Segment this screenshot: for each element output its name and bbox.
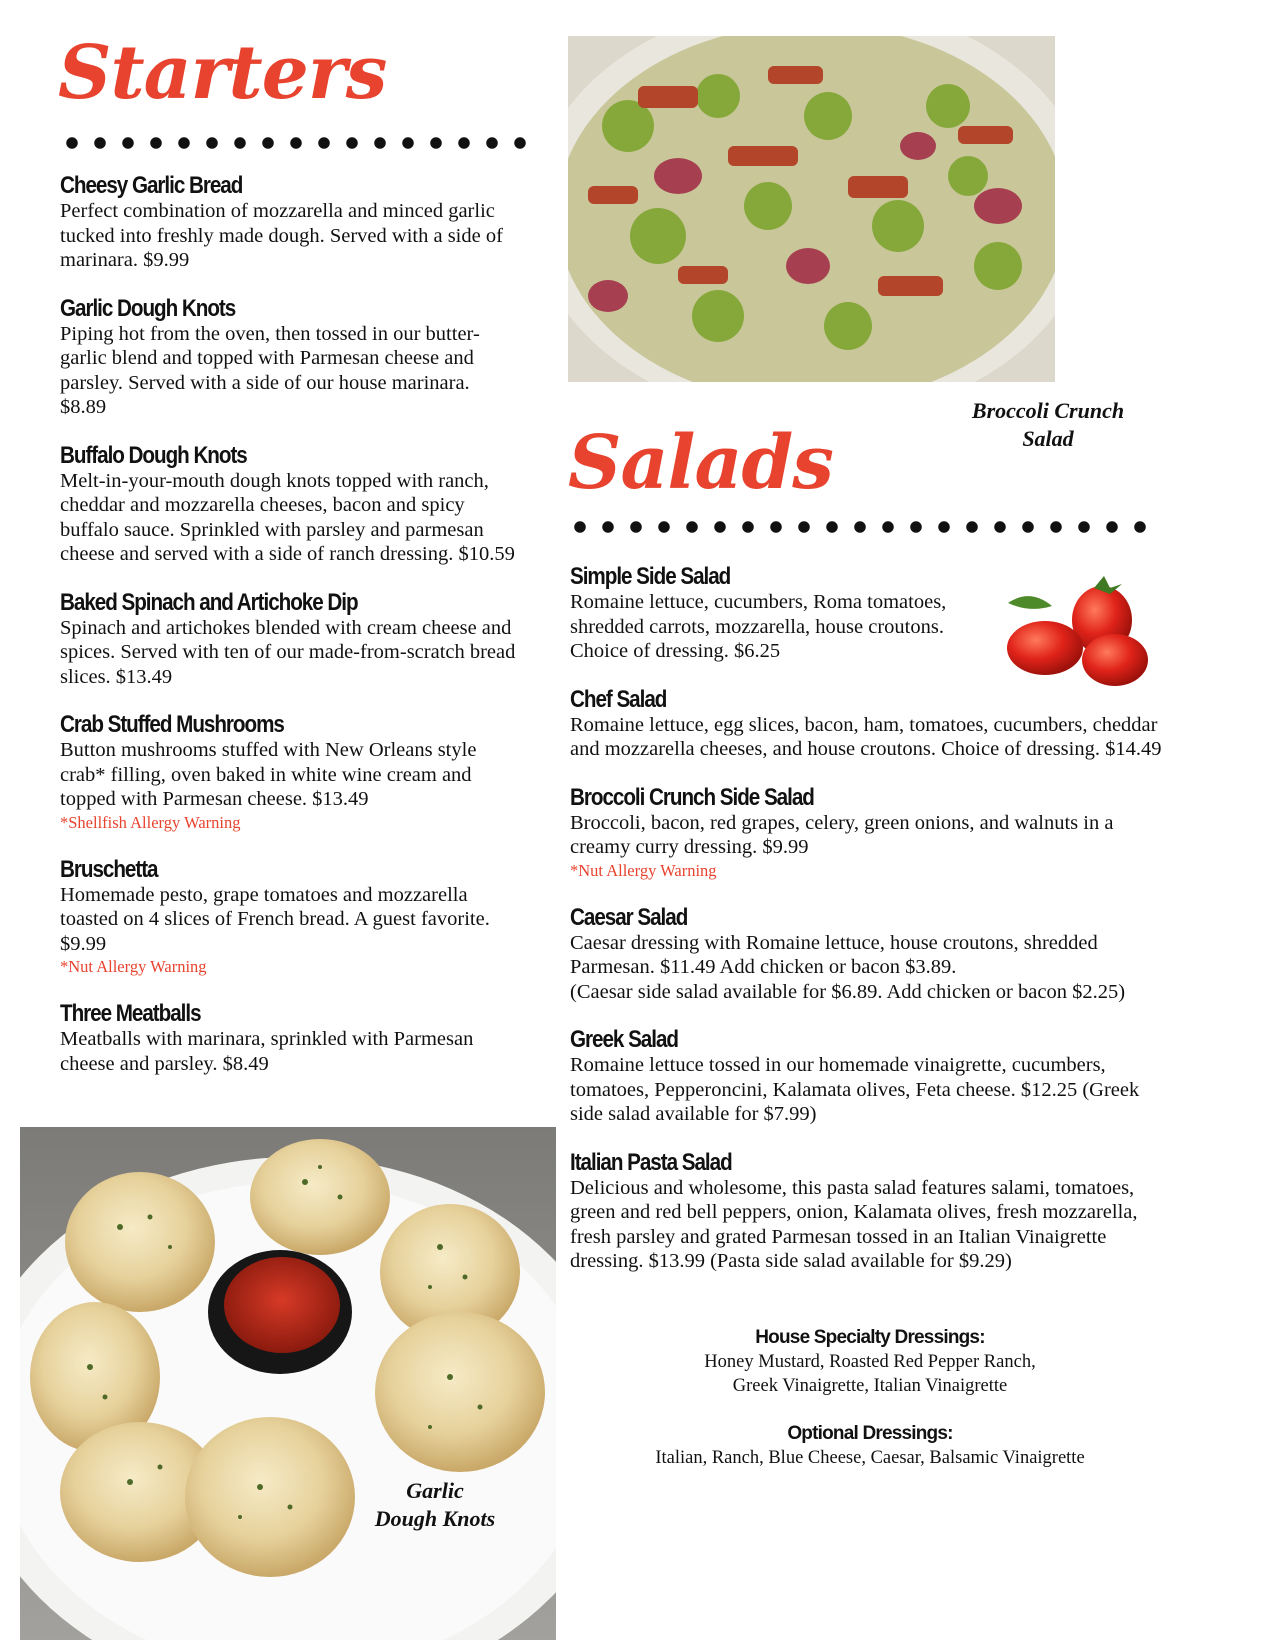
- salads-dot-divider: [566, 520, 1158, 534]
- optional-dressings-line: Italian, Ranch, Blue Cheese, Caesar, Balsamic Vinaigrette: [655, 1448, 1085, 1468]
- menu-item: [570, 1149, 1170, 1274]
- item-name: Three Meatballs: [60, 1000, 201, 1027]
- item-description: Caesar dressing with Romaine lettuce, house croutons, shredded Parmesan. $11.49 Add chicken or bacon $3.89.: [570, 931, 1098, 978]
- item-name: Italian Pasta Salad: [570, 1148, 732, 1176]
- caption-line: Salad: [1022, 426, 1074, 451]
- item-name: Simple Side Salad: [570, 563, 731, 590]
- item-description: Romaine lettuce, egg slices, bacon, ham, tomatoes, cucumbers, cheddar and mozzarella cheeses, and house croutons. Choice of dressing. $14.49: [570, 713, 1162, 760]
- item-name: Bruschetta: [60, 855, 158, 883]
- broccoli-salad-caption: [948, 397, 1148, 453]
- item-name: Broccoli Crunch Side Salad: [570, 783, 814, 811]
- caption-line: Broccoli Crunch: [971, 398, 1125, 423]
- menu-item: [60, 711, 518, 834]
- garlic-knots-photo: [20, 1127, 556, 1640]
- menu-item: [570, 784, 1170, 882]
- allergy-warning: *Shellfish Allergy Warning: [60, 812, 241, 832]
- item-name: Greek Salad: [570, 1026, 678, 1053]
- item-name: Crab Stuffed Mushrooms: [60, 711, 284, 738]
- item-name: Caesar Salad: [570, 903, 688, 931]
- item-name: Buffalo Dough Knots: [60, 441, 247, 469]
- menu-item: [570, 904, 1170, 1005]
- menu-item: [570, 1026, 1170, 1127]
- allergy-warning: *Nut Allergy Warning: [60, 957, 207, 976]
- item-description: Meatballs with marinara, sprinkled with Parmesan cheese and parsley. $8.49: [60, 1028, 474, 1075]
- allergy-warning: *Nut Allergy Warning: [570, 860, 717, 880]
- starters-list: [60, 172, 518, 1098]
- menu-item: [60, 1000, 518, 1076]
- item-description: Homemade pesto, grape tomatoes and mozzarella toasted on 4 slices of French bread. A guest favorite. $9.99: [60, 883, 490, 955]
- garlic-knots-image: [20, 1127, 556, 1640]
- salads-heading: Salads: [568, 420, 833, 506]
- salads-list: [570, 563, 1170, 1296]
- item-description: Spinach and artichokes blended with cream cheese and spices. Served with ten of our made-from-scratch bread slices. $13.49: [60, 616, 516, 688]
- menu-item: [570, 563, 1170, 664]
- dressings-section: [580, 1326, 1160, 1470]
- item-name: Baked Spinach and Artichoke Dip: [60, 588, 358, 616]
- item-name: Garlic Dough Knots: [60, 294, 236, 322]
- item-side-note: (Caesar side salad available for $6.89. Add chicken or bacon $2.25): [570, 980, 1126, 1003]
- item-description: Romaine lettuce, cucumbers, Roma tomatoes, shredded carrots, mozzarella, house croutons. Choice of dressing. $6.25: [570, 591, 947, 662]
- item-name: Chef Salad: [570, 685, 667, 713]
- broccoli-salad-image: [568, 36, 1055, 382]
- house-dressings-line: Honey Mustard, Roasted Red Pepper Ranch,: [704, 1352, 1036, 1372]
- house-dressings-line: Greek Vinaigrette, Italian Vinaigrette: [732, 1376, 1008, 1396]
- starters-heading: Starters: [58, 30, 387, 116]
- broccoli-salad-photo: [568, 36, 1055, 382]
- menu-item: [60, 442, 518, 567]
- starters-dot-divider: [58, 136, 534, 150]
- item-description: Romaine lettuce tossed in our homemade vinaigrette, cucumbers, tomatoes, Pepperoncini, Kalamata olives, Feta cheese. $12.25 (Greek side salad available for $7.99): [570, 1054, 1140, 1125]
- menu-item: [60, 589, 518, 690]
- caption-line: Dough Knots: [374, 1506, 496, 1531]
- menu-item: [60, 856, 518, 979]
- menu-item: [60, 295, 518, 420]
- house-dressings-title: House Specialty Dressings:: [755, 1327, 985, 1348]
- item-name: Cheesy Garlic Bread: [60, 172, 243, 199]
- caption-line: Garlic: [406, 1478, 464, 1503]
- item-description: Delicious and wholesome, this pasta salad features salami, tomatoes, green and red bell peppers, onion, Kalamata olives, fresh mozzarella, fresh parsley and grated Parmesan tossed in an Italian Vinaigrette dressing. $13.99 (Pasta side salad available for $9.29): [570, 1176, 1138, 1272]
- item-description: Perfect combination of mozzarella and minced garlic tucked into freshly made dough. Served with a side of marinara. $9.99: [60, 200, 503, 271]
- item-description: Broccoli, bacon, red grapes, celery, green onions, and walnuts in a creamy curry dressing. $9.99: [570, 811, 1114, 858]
- optional-dressings-title: Optional Dressings:: [787, 1423, 953, 1444]
- item-description: Melt-in-your-mouth dough knots topped with ranch, cheddar and mozzarella cheeses, bacon and spicy buffalo sauce. Sprinkled with parsley and parmesan cheese and served with a side of ranch dressing. $10.59: [60, 469, 515, 565]
- menu-item: [60, 172, 518, 273]
- item-description: Button mushrooms stuffed with New Orleans style crab* filling, oven baked in white wine cream and topped with Parmesan cheese. $13.49: [60, 739, 477, 810]
- menu-item: [570, 686, 1170, 762]
- item-description: Piping hot from the oven, then tossed in our butter-garlic blend and topped with Parmesan cheese and parsley. Served with a side of our house marinara. $8.89: [60, 322, 480, 418]
- garlic-knots-caption: [340, 1477, 530, 1533]
